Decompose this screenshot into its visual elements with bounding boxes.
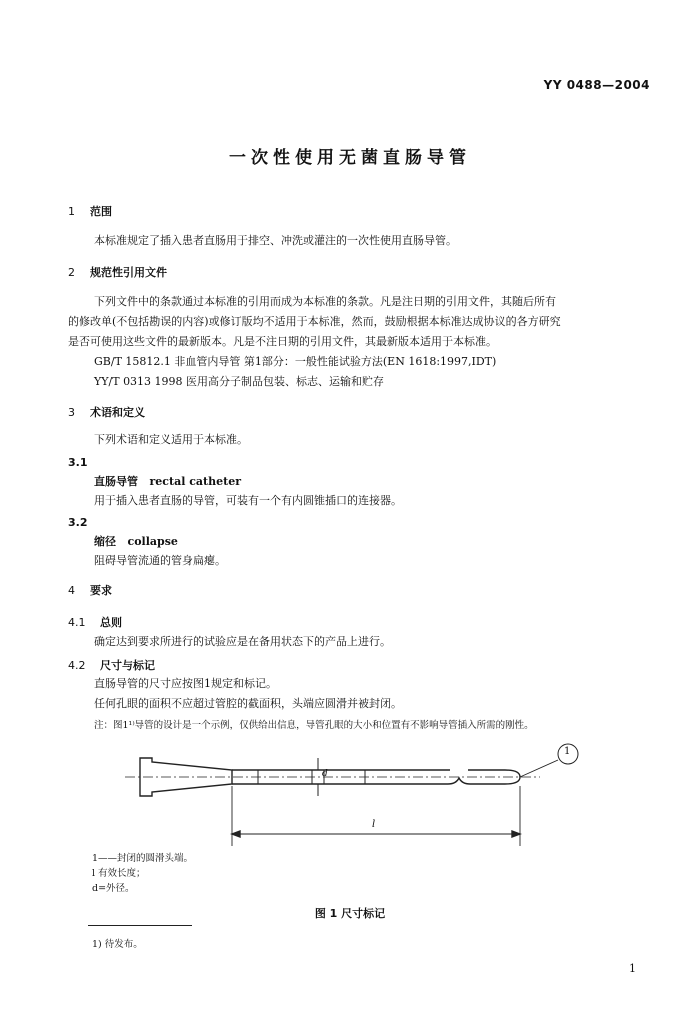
clause-4-2-note: 注：图1¹⁾导管的设计是一个示例，仅供给出信息，导管孔眼的大小和位置有不影响导管插入所需的刚性。 xyxy=(94,720,534,731)
section-number: 4.1 xyxy=(68,616,86,629)
dim-l-label: l xyxy=(372,819,376,830)
section-title: 术语和定义 xyxy=(90,406,145,419)
clause-4-2-line-2: 任何孔眼的面积不应超过管腔的截面积，头端应圆滑并被封闭。 xyxy=(94,697,402,710)
section-3-body: 下列术语和定义适用于本标准。 xyxy=(94,433,248,446)
term-collapse-definition: 阻碍导管流通的管身扁瘪。 xyxy=(94,554,226,567)
section-number: 4.2 xyxy=(68,659,86,672)
section-title: 总则 xyxy=(100,616,122,629)
term-en: rectal catheter xyxy=(149,475,241,488)
section-number: 4 xyxy=(68,584,75,597)
clause-4-2-line-1: 直肠导管的尺寸应按图1规定和标记。 xyxy=(94,677,277,690)
clause-4-1-body: 确定达到要求所进行的试验应是在备用状态下的产品上进行。 xyxy=(94,635,391,648)
section-2-para-line-3: 是否可使用这些文件的最新版本。凡是不注日期的引用文件，其最新版本适用于本标准。 xyxy=(68,335,497,348)
section-title: 要求 xyxy=(90,584,112,597)
section-1-body: 本标准规定了插入患者直肠用于排空、冲洗或灌注的一次性使用直肠导管。 xyxy=(94,234,457,247)
section-number: 2 xyxy=(68,266,75,279)
section-title: 范围 xyxy=(90,205,112,218)
footnote: 1) 待发布。 xyxy=(92,939,143,950)
clause-3-2-number: 3.2 xyxy=(68,516,88,529)
term-en: collapse xyxy=(127,535,178,548)
figure-legend-item-2: l 有效长度； xyxy=(92,868,146,879)
reference-yyt-0313: YY/T 0313 1998 医用高分子制品包装、标志、运输和贮存 xyxy=(94,375,385,388)
section-2-para-line-2: 的修改单(不包括勘误的内容)或修订版均不适用于本标准，然而，鼓励根据本标准达成协议的各方研究 xyxy=(68,315,561,328)
term-rectal-catheter-definition: 用于插入患者直肠的导管，可装有一个有内圆锥插口的连接器。 xyxy=(94,494,402,507)
document-title: 一次性使用无菌直肠导管 xyxy=(229,148,471,168)
reference-gbt-15812: GB/T 15812.1 非血管内导管 第1部分：一般性能试验方法(EN 1618:1997,IDT) xyxy=(94,355,497,368)
section-number: 3 xyxy=(68,406,75,419)
term-cn: 直肠导管 xyxy=(94,475,138,488)
figure-caption: 图 1 尺寸标记 xyxy=(314,907,386,920)
clause-3-1-number: 3.1 xyxy=(68,456,88,469)
section-title: 尺寸与标记 xyxy=(100,659,155,672)
term-cn: 缩径 xyxy=(94,535,116,548)
footnote-separator xyxy=(88,925,192,926)
dim-l-arrowhead-right xyxy=(512,831,520,837)
callout-leader xyxy=(520,760,558,777)
section-title: 规范性引用文件 xyxy=(90,266,167,279)
section-2-para-line-1: 下列文件中的条款通过本标准的引用而成为本标准的条款。凡是注日期的引用文件，其随后所有 xyxy=(94,295,556,308)
dim-d-label: d xyxy=(322,769,328,779)
figure-legend-item-1: 1——封闭的圆滑头端。 xyxy=(92,853,194,864)
figure-legend-item-3: d=外径。 xyxy=(92,883,135,894)
section-number: 1 xyxy=(68,205,75,218)
dim-l-arrowhead-left xyxy=(232,831,240,837)
callout-number: 1 xyxy=(564,746,571,757)
standard-number: YY 0488—2004 xyxy=(543,78,650,92)
page-number: 1 xyxy=(629,962,636,975)
